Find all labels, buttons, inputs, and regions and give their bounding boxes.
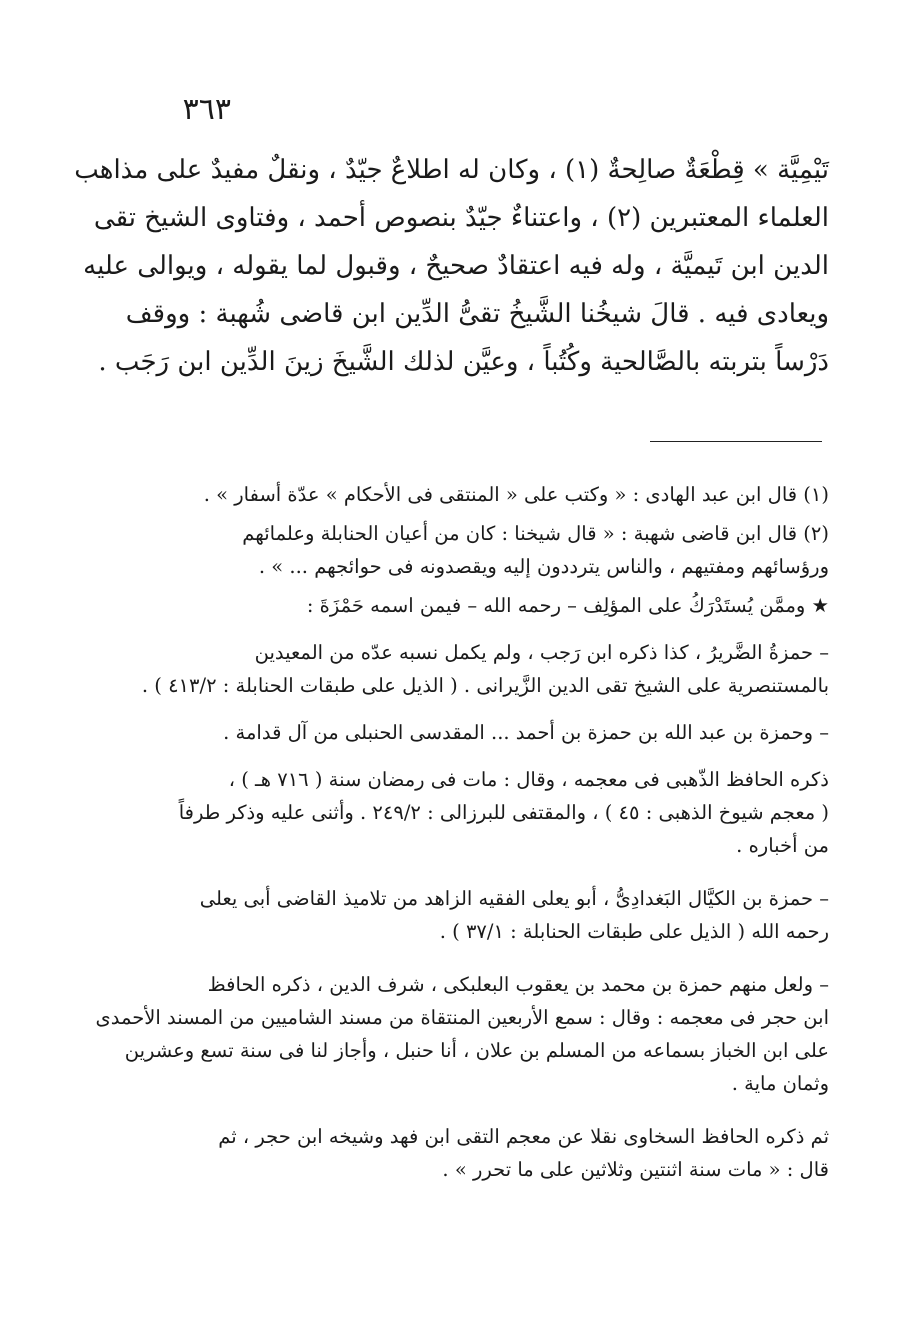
footnote-line: قال : « مات سنة اثنتين وثلاثين على ما تحرر » .: [442, 1158, 829, 1181]
footnote-line: – حمزة بن الكيَّال البَغدادِىُّ ، أبو يعلى الفقيه الزاهد من تلاميذ القاضى أبى يعلى: [199, 887, 829, 910]
main-text-line: العلماء المعتبرين (٢) ، واعتناءٌ جيّدٌ بنصوص أحمد ، وفتاوى الشيخ تقى: [93, 203, 829, 233]
footnote-line: رحمه الله ( الذيل على طبقات الحنابلة : ٣٧/١ ) .: [439, 920, 829, 943]
footnote-line: – ولعل منهم حمزة بن محمد بن يعقوب البعلبكى ، شرف الدين ، ذكره الحافظ: [207, 973, 829, 996]
footnote-line: ★ وممَّن يُستَدْرَكُ على المؤلِف – رحمه الله – فيمن اسمه حَمْزَةَ :: [306, 594, 829, 617]
footnote-line: ورؤسائهم ومفتيهم ، والناس يترددون إليه ويقصدونه فى حوائجهم ... » .: [258, 555, 829, 578]
footnote-line: – حمزةُ الضَّريرُ ، كذا ذكره ابن رَجب ، ولم يكمل نسبه عدّه من المعيدين: [254, 641, 829, 664]
footnote-line: ابن حجر فى معجمه : وقال : سمع الأربعين المنتقاة من مسند الشاميين من المسند الأحمدى: [95, 1006, 829, 1029]
footnotes: [95, 478, 829, 1192]
footnote-line: – وحمزة بن عبد الله بن حمزة بن أحمد ... المقدسى الحنبلى من آل قدامة .: [223, 721, 829, 744]
footnote-line: ثم ذكره الحافظ السخاوى نقلا عن معجم التقى ابن فهد وشيخه ابن حجر ، ثم: [218, 1125, 829, 1148]
entry-hamza-al-kayyal: [95, 882, 829, 948]
footnote-line: ذكره الحافظ الذّهبى فى معجمه ، وقال : مات فى رمضان سنة ( ٧١٦ هـ ) ،: [228, 768, 829, 791]
star-note: [95, 589, 829, 622]
main-text-line: تَيْمِيَّة » قِطْعَةٌ صالِحةٌ (١) ، وكان له اطلاعٌ جيّدٌ ، ونقلٌ مفيدٌ على مذاهب: [74, 155, 829, 185]
main-text-line: الدين ابن تَيميَّة ، وله فيه اعتقادٌ صحيحٌ ، وقبول لما يقوله ، ويوالى عليه: [83, 251, 829, 281]
footnote-line: وثمان ماية .: [731, 1072, 829, 1095]
entry-hamza-al-baalbaki-detail: [95, 1120, 829, 1186]
footnote-line: على ابن الخباز بسماعه من المسلم بن علان ، أنا حنبل ، وأجاز لنا فى سنة تسع وعشرين: [124, 1039, 829, 1062]
footnote-line: (٢) قال ابن قاضى شهبة : « قال شيخنا : كان من أعيان الحنابلة وعلمائهم: [242, 522, 829, 545]
main-text-line: ويعادى فيه . قالَ شيخُنا الشَّيخُ تقىُّ الدِّين ابن قاضى شُهبة : ووقف: [125, 299, 829, 329]
entry-hamza-ibn-abdallah: [95, 716, 829, 749]
footnote-2: [95, 517, 829, 583]
footnote-divider: [650, 441, 822, 442]
entry-hamza-ibn-abdallah-detail: [95, 763, 829, 862]
main-text: [74, 146, 829, 386]
entry-hamza-al-baalbaki: [95, 968, 829, 1100]
footnote-line: من أخباره .: [736, 834, 829, 857]
footnote-line: بالمستنصرية على الشيخ تقى الدين الزَّيرانى . ( الذيل على طبقات الحنابلة : ٤١٣/٢ ) .: [141, 674, 829, 697]
footnote-1: [95, 478, 829, 511]
entry-hamza-al-darir: [95, 636, 829, 702]
footnote-line: (١) قال ابن عبد الهادى : « وكتب على « المنتقى فى الأحكام » عدّة أسفار » .: [203, 483, 829, 506]
page-number: ٣٦٣: [182, 92, 231, 127]
main-text-line: دَرْساً بتربته بالصَّالحية وكُتُباً ، وعيَّن لذلك الشَّيخَ زينَ الدِّين ابن رَجَب .: [98, 347, 829, 377]
footnote-line: ( معجم شيوخ الذهبى : ٤٥ ) ، والمقتفى للبرزالى : ٢٤٩/٢ . وأثنى عليه وذكر طرفاً: [178, 801, 829, 824]
